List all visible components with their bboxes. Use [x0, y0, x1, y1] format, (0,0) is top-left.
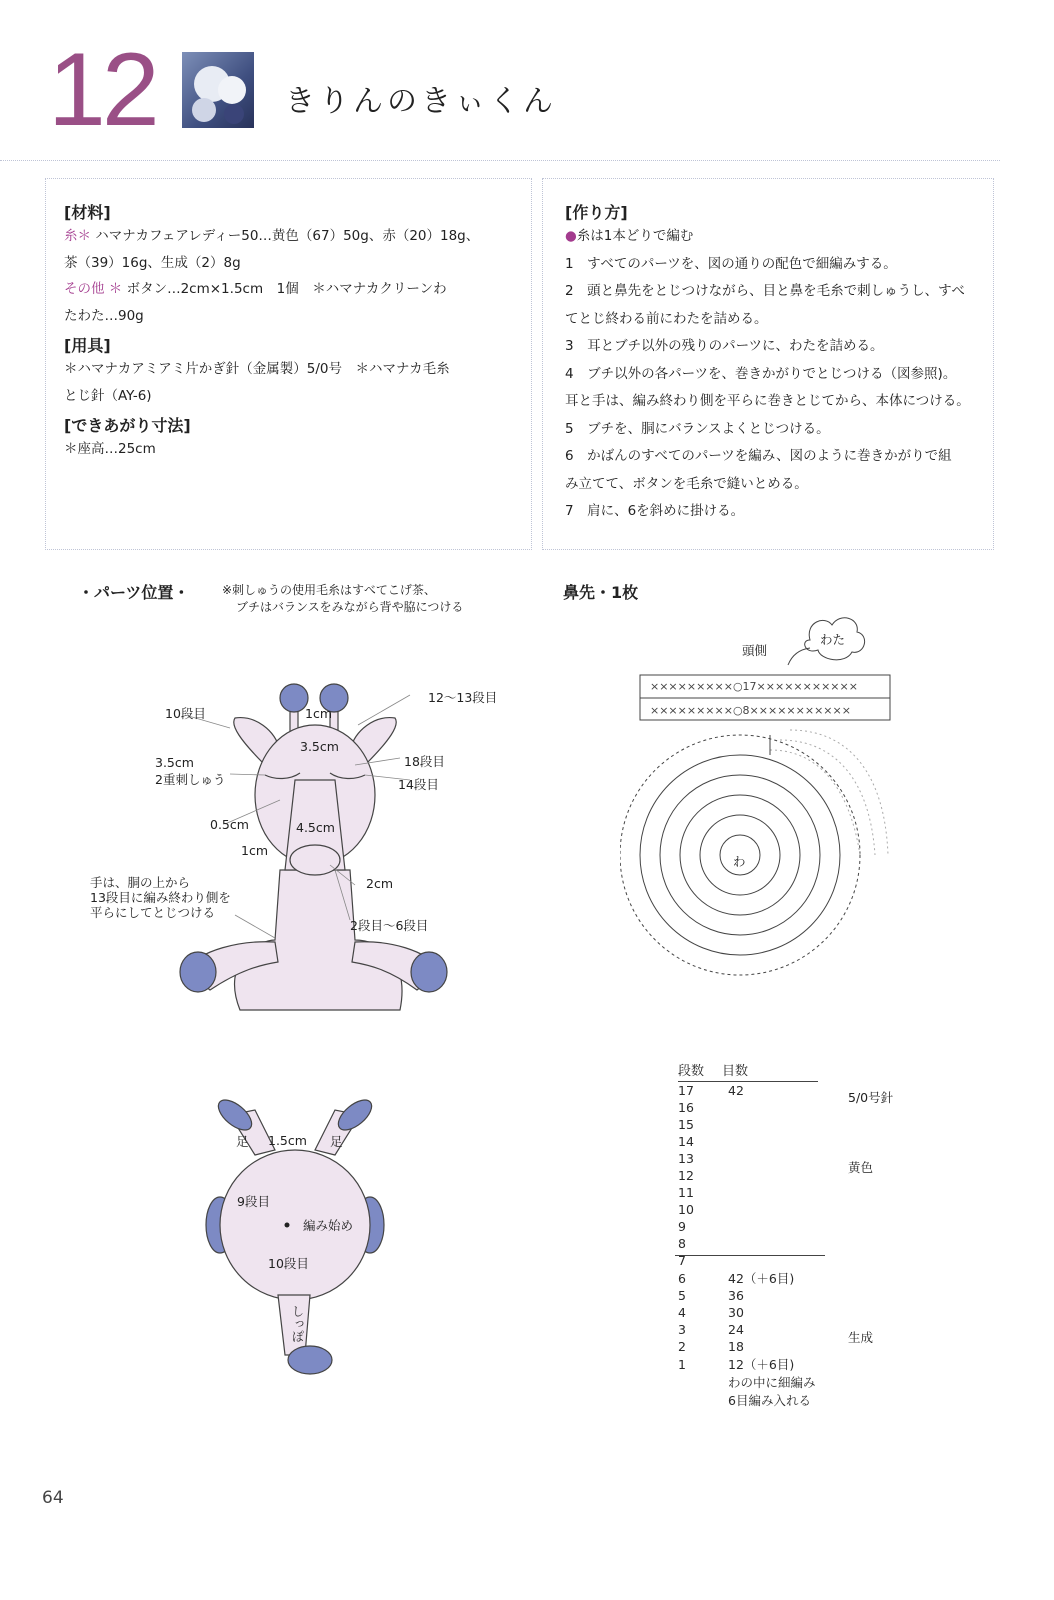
row-number: 13 — [678, 1151, 694, 1166]
stitch-count — [728, 1235, 794, 1252]
row-number: 8 — [678, 1236, 686, 1251]
tools-line-2: とじ針（AY-6) — [64, 387, 152, 404]
row-number: 10 — [678, 1202, 694, 1217]
label-2cm: 2cm — [366, 876, 394, 891]
row-number: 7 — [678, 1253, 686, 1268]
size-heading: [できあがり寸法] — [64, 416, 191, 435]
label-10dan-b: 10段目 — [268, 1256, 309, 1271]
stitch-count — [728, 1116, 794, 1133]
product-photo — [182, 52, 254, 128]
col-rows: 段数 — [678, 1064, 705, 1079]
label-3-5cm-b: 3.5cm — [155, 755, 194, 770]
label-leg-left: 足 — [236, 1134, 249, 1149]
label-14dan: 14段目 — [398, 777, 439, 792]
extra-note-1: わの中に細編み — [728, 1375, 816, 1390]
col-stitches: 目数 — [722, 1064, 749, 1079]
table-row — [678, 1201, 794, 1218]
stitch-count — [728, 1201, 794, 1218]
materials-block — [64, 200, 526, 463]
label-start: 編み始め — [303, 1218, 354, 1233]
stitch-count — [728, 1150, 794, 1167]
table-row — [678, 1082, 794, 1099]
header-divider — [0, 160, 1000, 161]
hand-note-3: 平らにしてとじつける — [90, 905, 216, 920]
row-number: 5 — [678, 1288, 686, 1303]
row-number: 1 — [678, 1356, 686, 1372]
method-heading: [作り方] — [565, 203, 628, 222]
page-title: きりんのきぃくん — [285, 84, 557, 119]
section-divider — [675, 1255, 825, 1256]
yarn-text: ハマナカフェアレディー50…黄色（67）50g、赤（20）18g、 — [91, 228, 480, 244]
parts-heading: ・パーツ位置・ — [78, 583, 190, 602]
nose-chart-diagram — [620, 610, 900, 980]
method-step: 2 頭と鼻先をとじつけながら、目と鼻を毛糸で刺しゅうし、すべ — [565, 283, 965, 299]
row-number: 3 — [678, 1322, 686, 1337]
row-table-header — [678, 1060, 818, 1079]
label-ecru: 生成 — [848, 1330, 874, 1345]
stitch-count: 42 — [728, 1083, 744, 1098]
method-intro — [565, 223, 990, 251]
table-row — [678, 1184, 794, 1201]
method-step: 耳と手は、編み終わり側を平らに巻きとじてから、本体につける。 — [565, 393, 970, 409]
giraffe-photo-image — [182, 52, 254, 128]
parts-note-1: ※刺しゅうの使用毛糸はすべてこげ茶、 — [222, 583, 436, 597]
stitch-count: 18 — [728, 1339, 744, 1354]
label-1-5cm: 1.5cm — [268, 1133, 307, 1148]
other-line — [64, 276, 526, 303]
label-stuffing: わた — [820, 632, 846, 647]
size-line-1: ＊座高…25cm — [64, 441, 156, 457]
label-1cm-mid: 1cm — [241, 843, 269, 858]
yarn-line — [64, 223, 526, 250]
table-row — [678, 1338, 794, 1355]
row-number: 4 — [678, 1305, 686, 1320]
label-yellow: 黄色 — [848, 1160, 874, 1175]
method-step: てとじ終わる前にわたを詰める。 — [565, 310, 768, 327]
yarn-label: 糸＊ — [64, 228, 91, 244]
row-number: 12 — [678, 1168, 694, 1183]
row-number: 15 — [678, 1117, 694, 1132]
method-step: 5 ブチを、胴にバランスよくとじつける。 — [565, 420, 830, 437]
stitch-count: 36 — [728, 1288, 744, 1303]
label-needle: 5/0号針 — [848, 1090, 894, 1105]
stitch-count: 24 — [728, 1322, 744, 1337]
label-tail: しっぽ — [290, 1305, 305, 1343]
row-number: 11 — [678, 1185, 694, 1200]
stitch-count — [728, 1218, 794, 1235]
stitch-count: 12（＋6目) — [728, 1357, 795, 1372]
method-step: 3 耳とブチ以外の残りのパーツに、わたを詰める。 — [565, 338, 884, 354]
table-row — [678, 1269, 794, 1287]
row17-stitches: ×××××××××○17××××××××××× — [650, 680, 858, 693]
tools-line-1: ＊ハマナカアミアミ片かぎ針（金属製）5/0号 ＊ハマナカ毛糸 — [64, 361, 450, 377]
giraffe-front-diagram — [80, 670, 500, 1020]
table-row — [678, 1099, 794, 1116]
method-step: み立てて、ボタンを毛糸で縫いとめる。 — [565, 475, 808, 492]
label-leg-right: 足 — [330, 1134, 343, 1149]
table-row — [678, 1287, 794, 1304]
page-number: 64 — [42, 1488, 64, 1508]
stitch-count — [728, 1133, 794, 1150]
label-2-6dan: 2段目〜6段目 — [350, 918, 429, 933]
method-step: 7 肩に、6を斜めに掛ける。 — [565, 503, 745, 519]
stitch-count — [728, 1099, 794, 1116]
parts-note-2: ブチはバランスをみながら背や脇につける — [236, 600, 464, 614]
label-1cm-top: 1cm — [305, 706, 333, 721]
method-block — [565, 200, 990, 526]
table-row — [678, 1167, 794, 1184]
row-number: 14 — [678, 1134, 694, 1149]
extra-note-2: 6目編み入れる — [728, 1393, 811, 1408]
table-row — [678, 1150, 794, 1167]
label-3-5cm-a: 3.5cm — [300, 739, 339, 754]
table-row — [678, 1116, 794, 1133]
label-12-13dan: 12〜13段目 — [428, 690, 498, 705]
table-row — [678, 1235, 794, 1252]
tools-heading: [用具] — [64, 336, 111, 355]
label-9dan: 9段目 — [237, 1194, 270, 1209]
label-head-side: 頭側 — [742, 643, 768, 658]
row-table-body — [678, 1082, 794, 1373]
table-row — [678, 1133, 794, 1150]
label-10dan: 10段目 — [165, 706, 206, 721]
label-ring: わ — [733, 854, 746, 869]
method-intro-text: 糸は1本どりで編む — [576, 228, 694, 244]
table-row — [678, 1321, 794, 1338]
nose-heading: 鼻先・1枚 — [563, 583, 639, 602]
stitch-count: 30 — [728, 1305, 744, 1320]
chapter-number: 12 — [48, 32, 156, 148]
row-number: 17 — [678, 1083, 694, 1098]
hand-note-2: 13段目に編み終わり側を — [90, 890, 231, 905]
yarn-text-2: 茶（39）16g、生成（2）8g — [64, 254, 241, 271]
row-number: 16 — [678, 1100, 694, 1115]
stitch-count: 42（＋6目) — [728, 1271, 795, 1286]
row-number: 2 — [678, 1339, 686, 1354]
label-18dan: 18段目 — [404, 754, 445, 769]
row-number: 6 — [678, 1270, 686, 1286]
other-label: その他 ＊ — [64, 281, 123, 297]
hand-note-1: 手は、胴の上から — [90, 875, 191, 890]
table-row — [678, 1355, 794, 1373]
materials-heading: [材料] — [64, 203, 111, 222]
label-double-stitch: 2重刺しゅう — [155, 772, 226, 787]
method-step: 1 すべてのパーツを、図の通りの配色で細編みする。 — [565, 255, 897, 272]
other-text-2: たわた…90g — [64, 307, 144, 324]
label-0-5cm: 0.5cm — [210, 817, 249, 832]
label-4-5cm: 4.5cm — [296, 820, 335, 835]
table-row — [678, 1304, 794, 1321]
method-step: 6 かばんのすべてのパーツを編み、図のように巻きかがりで組 — [565, 448, 952, 464]
method-step: 4 ブチ以外の各パーツを、巻きかがりでとじつける（図参照)。 — [565, 365, 957, 382]
row8-stitches: ×××××××××○8××××××××××× — [650, 704, 851, 717]
stitch-count — [728, 1184, 794, 1201]
row-count-table — [678, 1060, 818, 1409]
stitch-count — [728, 1167, 794, 1184]
table-row — [678, 1218, 794, 1235]
other-text: ボタン…2cm×1.5cm 1個 ＊ハマナカクリーンわ — [122, 281, 447, 297]
row-number: 9 — [678, 1219, 686, 1234]
bullet-icon: ● — [565, 228, 577, 244]
